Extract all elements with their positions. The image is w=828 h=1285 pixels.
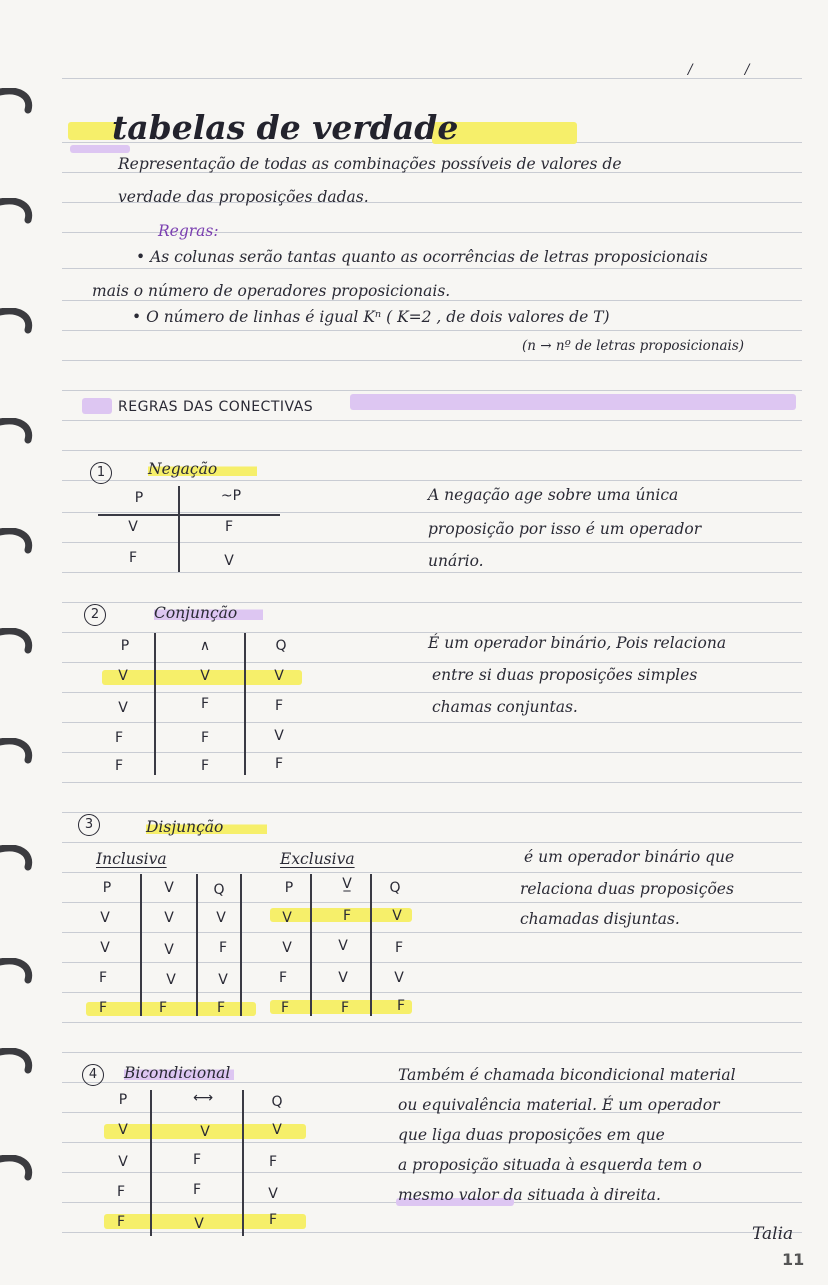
negacao-title: Negação <box>148 460 257 478</box>
exclusiva-cell: V <box>282 940 292 956</box>
negacao-note-1: A negação age sobre uma única <box>428 486 679 504</box>
negacao-note-3: unário. <box>428 552 484 570</box>
bicondicional-note-3: que liga duas proposições em que <box>398 1126 665 1144</box>
conjuncao-cell: V <box>118 668 128 684</box>
exclusiva-header-q: Q <box>389 880 401 896</box>
exclusiva-header-p: P <box>284 880 294 896</box>
bicondicional-header-q: Q <box>271 1094 283 1110</box>
bicondicional-note-1: Também é chamada bicondicional material <box>398 1066 736 1084</box>
intro-line-1: Representação de todas as combinações possíveis de valores de <box>118 155 622 173</box>
inclusiva-header-or: V <box>164 880 174 896</box>
disjuncao-note-2: relaciona duas proposições <box>520 880 734 898</box>
bicondicional-note-4: a proposição situada à esquerda tem o <box>398 1156 702 1174</box>
negacao-header-p: P <box>134 490 144 506</box>
bicondicional-cell: F <box>268 1212 278 1228</box>
conjuncao-note-1: É um operador binário, Pois relaciona <box>428 634 727 652</box>
bicondicional-cell: F <box>116 1214 126 1230</box>
section-highlight-left <box>82 398 112 414</box>
negacao-cell: F <box>128 550 138 566</box>
inclusiva-header-q: Q <box>213 882 225 898</box>
inclusiva-cell: V <box>166 972 176 988</box>
signature: Talia <box>752 1224 794 1244</box>
page-title: tabelas de verdade <box>112 108 459 147</box>
disjuncao-note-3: chamadas disjuntas. <box>520 910 680 928</box>
date-marks: / / <box>688 62 774 78</box>
section-highlight-bar <box>350 394 796 410</box>
page-number: 11 <box>782 1250 805 1269</box>
inclusiva-cell: V <box>100 910 110 926</box>
conjuncao-cell: F <box>200 730 210 746</box>
negacao-header-notp: ~P <box>220 488 242 504</box>
section-heading: REGRAS DAS CONECTIVAS <box>118 399 314 415</box>
bicondicional-cell: F <box>192 1182 202 1198</box>
bicondicional-cell: V <box>194 1216 204 1232</box>
conjuncao-cell: F <box>274 698 284 714</box>
conjuncao-cell: V <box>200 668 210 684</box>
exclusiva-cell: F <box>396 998 406 1014</box>
conjuncao-note-3: chamas conjuntas. <box>432 698 578 716</box>
exclusiva-cell: F <box>342 908 352 924</box>
bicondicional-cell: V <box>268 1186 278 1202</box>
section-number-1: 1 <box>90 462 112 484</box>
exclusiva-cell: V <box>392 908 402 924</box>
section-number-2: 2 <box>84 604 106 626</box>
exclusiva-cell: F <box>280 1000 290 1016</box>
exclusiva-header-xor: V̲ <box>342 876 352 892</box>
rule-bullet-1a: • As colunas serão tantas quanto as ocorrências de letras proposicionais <box>136 248 708 266</box>
inclusiva-cell: V <box>100 940 110 956</box>
bicondicional-header-iff: ⟷ <box>192 1090 214 1106</box>
exclusiva-cell: F <box>340 1000 350 1016</box>
bicondicional-cell: V <box>200 1124 210 1140</box>
rule-bullet-1b: mais o número de operadores proposicionais. <box>92 282 451 300</box>
bicondicional-title: Bicondicional <box>124 1064 234 1082</box>
inclusiva-label: Inclusiva <box>96 850 167 868</box>
conjuncao-cell: V <box>274 728 284 744</box>
inclusiva-cell: F <box>218 940 228 956</box>
negacao-cell: V <box>224 553 234 569</box>
bicondicional-note-2: ou equivalência material. É um operador <box>398 1096 720 1114</box>
negacao-cell: F <box>224 519 234 535</box>
conjuncao-cell: F <box>114 758 124 774</box>
conjuncao-cell: V <box>118 700 128 716</box>
inclusiva-cell: F <box>158 1000 168 1016</box>
rule-bullet-2-note: (n → nº de letras proposicionais) <box>522 338 745 354</box>
bicondicional-cell: F <box>116 1184 126 1200</box>
exclusiva-label: Exclusiva <box>280 850 355 868</box>
exclusiva-cell: V <box>338 938 348 954</box>
exclusiva-cell: V <box>338 970 348 986</box>
conjuncao-note-2: entre si duas proposições simples <box>432 666 698 684</box>
inclusiva-cell: F <box>216 1000 226 1016</box>
inclusiva-cell: V <box>164 942 174 958</box>
negacao-note-2: proposição por isso é um operador <box>428 520 702 538</box>
section-number-4: 4 <box>82 1064 104 1086</box>
negacao-cell: V <box>128 519 138 535</box>
exclusiva-cell: V <box>282 910 292 926</box>
conjuncao-cell: F <box>200 758 210 774</box>
conjuncao-title: Conjunção <box>154 604 263 622</box>
inclusiva-cell: F <box>98 970 108 986</box>
bicondicional-cell: F <box>268 1154 278 1170</box>
conjuncao-header-q: Q <box>275 638 287 654</box>
bicondicional-note-5: mesmo valor da situada à direita. <box>398 1186 661 1204</box>
conjuncao-cell: V <box>274 668 284 684</box>
exclusiva-cell: F <box>278 970 288 986</box>
inclusiva-cell: V <box>164 910 174 926</box>
disjuncao-title: Disjunção <box>146 818 267 836</box>
inclusiva-header-p: P <box>102 880 112 896</box>
inclusiva-cell: F <box>98 1000 108 1016</box>
bicondicional-cell: V <box>118 1154 128 1170</box>
bicondicional-cell: V <box>272 1122 282 1138</box>
bicondicional-header-p: P <box>118 1092 128 1108</box>
inclusiva-cell: V <box>218 972 228 988</box>
conjuncao-header-and: ∧ <box>199 638 211 654</box>
exclusiva-cell: V <box>394 970 404 986</box>
disjuncao-note-1: é um operador binário que <box>524 848 735 866</box>
bicondicional-cell: F <box>192 1152 202 1168</box>
inclusiva-cell: V <box>216 910 226 926</box>
conjuncao-cell: F <box>274 756 284 772</box>
conjuncao-cell: F <box>114 730 124 746</box>
exclusiva-cell: F <box>394 940 404 956</box>
bicondicional-cell: V <box>118 1122 128 1138</box>
rule-bullet-2: • O número de linhas é igual Kⁿ ( K=2 , de dois valores de T) <box>132 308 610 326</box>
rules-heading: Regras: <box>158 222 219 240</box>
conjuncao-cell: F <box>200 696 210 712</box>
section-number-3: 3 <box>78 814 100 836</box>
title-highlight-left <box>68 122 118 140</box>
conjuncao-header-p: P <box>120 638 130 654</box>
intro-line-2: verdade das proposições dadas. <box>118 188 369 206</box>
